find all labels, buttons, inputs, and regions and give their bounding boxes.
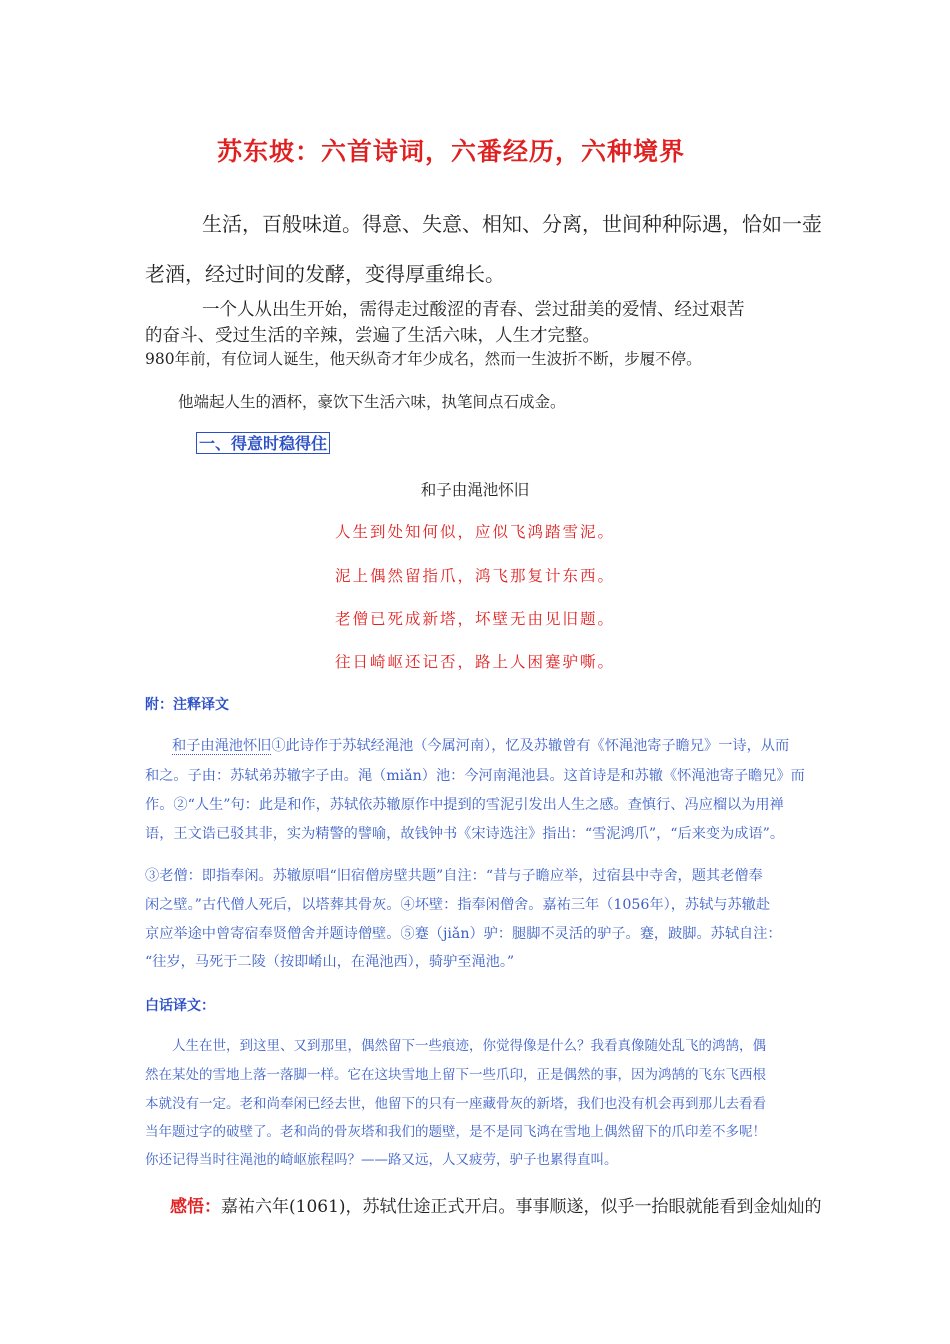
poem-line: 往日崎岖还记否，路上人困蹇驴嘶。 — [334, 653, 615, 671]
notes-line-text: ①此诗作于苏轼经渑池（今属河南），忆及苏辙曾有《怀渑池寄子瞻兄》一诗，从而 — [271, 738, 790, 754]
poem-title: 和子由渑池怀旧 — [420, 481, 530, 499]
para1-line-1: 一个人从出生开始，需得走过酸涩的青春、尝过甜美的爱情、经过艰苦 — [202, 300, 745, 320]
para1-line-2: 的奋斗、受过生活的辛辣，尝遍了生活六味，人生才完整。 — [145, 326, 600, 346]
notes-line: 闲之壁。”古代僧人死后，以塔葬其骨灰。④坏壁：指奉闲僧舍。嘉祐三年（1056年），苏轼与苏辙赴 — [145, 897, 771, 913]
notes-line: ③老僧：即指奉闲。苏辙原唱“旧宿僧房壁共题”自注：“昔与子瞻应举，过宿县中寺舍，题其老僧奉 — [145, 868, 763, 884]
translation-line: 本就没有一定。老和尚奉闲已经去世，他留下的只有一座藏骨灰的新塔，我们也没有机会再到那儿去看看 — [145, 1096, 766, 1112]
notes-line: 和之。子由：苏轼弟苏辙字子由。渑（miǎn）池：今河南渑池县。这首诗是和苏辙《怀渑池寄子瞻兄》而 — [145, 768, 805, 784]
translation-line: 你还记得当时往渑池的崎岖旅程吗？——路又远，人又疲劳，驴子也累得直叫。 — [145, 1152, 618, 1168]
ganwu-text: 嘉祐六年(1061)，苏轼仕途正式开启。事事顺遂，似乎一抬眼就能看到金灿灿的 — [221, 1197, 822, 1217]
notes-line: “往岁，马死于二陵（按即崤山，在渑池西），骑驴至渑池。” — [145, 954, 515, 970]
page-title: 苏东坡：六首诗词，六番经历，六种境界 — [216, 137, 685, 166]
translation-line: 当年题过字的破壁了。老和尚的骨灰塔和我们的题壁，是不是同飞鸿在雪地上偶然留下的爪印差不多呢！ — [145, 1124, 766, 1140]
poem-line: 人生到处知何似，应似飞鸿踏雪泥。 — [334, 523, 615, 541]
notes-line — [172, 730, 789, 762]
ganwu-label: 感悟： — [170, 1197, 221, 1217]
intro-line-2: 老酒，经过时间的发酵，变得厚重绵长。 — [145, 262, 505, 286]
notes-label: 附：注释译文 — [145, 697, 229, 713]
translation-line: 人生在世，到这里、又到那里，偶然留下一些痕迹，你觉得像是什么？我看真像随处乱飞的鸿鹄，偶 — [172, 1038, 766, 1054]
notes-line: 语，王文诰已驳其非，实为精警的譬喻，故钱钟书《宋诗选注》指出：“雪泥鸿爪”，“后来变为成语”。 — [145, 826, 785, 842]
para3: 他端起人生的酒杯，豪饮下生活六味，执笔间点石成金。 — [178, 393, 566, 411]
poem-line: 老僧已死成新塔，坏壁无由见旧题。 — [334, 610, 615, 628]
notes-line: 作。②“人生”句：此是和作，苏轼依苏辙原作中提到的雪泥引发出人生之感。查慎行、冯应榴以为用禅 — [145, 797, 784, 813]
section-heading: 一、得意时稳得住 — [196, 432, 330, 454]
para2: 980年前，有位词人诞生，他天纵奇才年少成名，然而一生波折不断，步履不停。 — [145, 350, 702, 368]
translation-line: 然在某处的雪地上落一落脚一样。它在这块雪地上留下一些爪印，正是偶然的事，因为鸿鹄的飞东飞西根 — [145, 1067, 766, 1083]
translation-label: 白话译文： — [145, 998, 215, 1014]
ganwu-paragraph — [170, 1192, 822, 1217]
poem-line: 泥上偶然留指爪，鸿飞那复计东西。 — [334, 567, 615, 585]
notes-title-link[interactable]: 和子由渑池怀旧 — [172, 738, 272, 754]
intro-line-1: 生活，百般味道。得意、失意、相知、分离，世间种种际遇，恰如一壶 — [202, 212, 822, 236]
notes-line: 京应举途中曾寄宿奉贤僧舍并题诗僧壁。⑤蹇（jiǎn）驴：腿脚不灵活的驴子。蹇，跛脚。苏轼自注： — [145, 926, 782, 942]
